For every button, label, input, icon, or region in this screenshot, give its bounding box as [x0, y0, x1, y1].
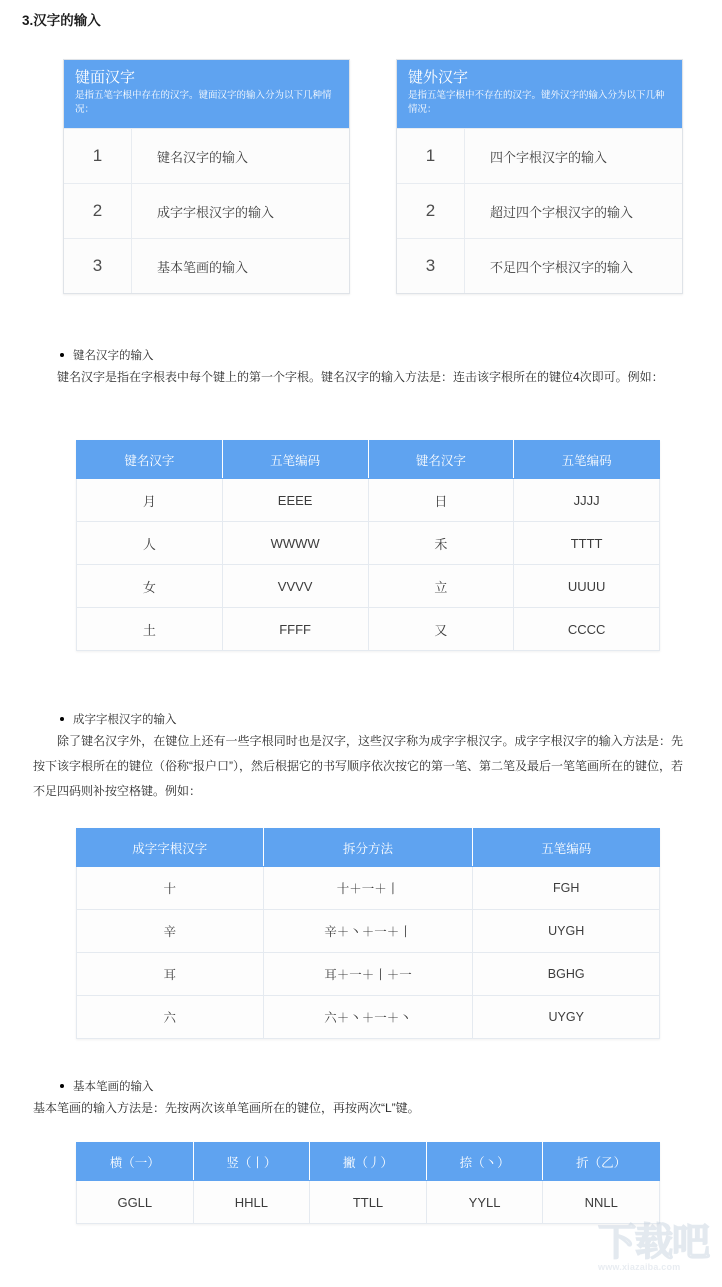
card-header	[397, 60, 682, 128]
table-cell: HHLL	[193, 1181, 310, 1224]
table-cell: TTLL	[310, 1181, 427, 1224]
card-list-item	[397, 183, 682, 238]
table-header-cell: 五笔编码	[514, 441, 660, 479]
table-cell: FGH	[473, 867, 660, 910]
table-row	[77, 910, 660, 953]
card-item-label: 四个字根汉字的输入	[490, 149, 608, 165]
table-cell: UYGY	[473, 996, 660, 1039]
table-cell: 女	[77, 565, 223, 608]
table-header-row	[77, 829, 660, 867]
table-cell: JJJJ	[514, 479, 660, 522]
bullet-item-key-name	[60, 347, 154, 363]
table-cell: 十	[77, 867, 264, 910]
table-cell: UYGH	[473, 910, 660, 953]
card-list-item	[64, 238, 349, 293]
bullet-dot-icon	[60, 353, 64, 357]
table-header-cell: 撇（丿）	[310, 1143, 427, 1181]
table-cell: EEEE	[222, 479, 368, 522]
table-cell: CCCC	[514, 608, 660, 651]
table-header-cell: 横（一）	[77, 1143, 194, 1181]
bullet-item-basic-stroke	[60, 1078, 154, 1094]
card-item-label: 不足四个字根汉字的输入	[490, 259, 634, 275]
table-cell: BGHG	[473, 953, 660, 996]
key-name-table	[76, 440, 660, 651]
watermark-url-text: www.xiazaiba.com	[598, 1262, 681, 1272]
bullet-label: 成字字根汉字的输入	[73, 714, 177, 726]
card-header	[64, 60, 349, 128]
table-cell: 人	[77, 522, 223, 565]
table-row	[77, 1181, 660, 1224]
table-cell: VVVV	[222, 565, 368, 608]
table-row	[77, 565, 660, 608]
info-card-key-surface	[63, 59, 350, 294]
card-item-number: 3	[64, 239, 132, 293]
table-row	[77, 522, 660, 565]
table-cell: 六＋丶＋一＋丶	[263, 996, 473, 1039]
table-cell: YYLL	[426, 1181, 543, 1224]
bullet-label: 键名汉字的输入	[73, 350, 154, 362]
basic-stroke-table	[76, 1142, 660, 1224]
table-header-row	[77, 441, 660, 479]
bullet-label: 基本笔画的输入	[73, 1081, 154, 1093]
table-cell: 六	[77, 996, 264, 1039]
table-row	[77, 953, 660, 996]
table-header-cell: 五笔编码	[222, 441, 368, 479]
bullet-item-char-radical	[60, 711, 177, 727]
table-cell: 月	[77, 479, 223, 522]
char-radical-table	[76, 828, 660, 1039]
table-row	[77, 608, 660, 651]
card-description: 是指五笔字根中不存在的汉字。键外汉字的输入分为以下几种情况：	[408, 90, 665, 115]
table-header-cell: 拆分方法	[263, 829, 473, 867]
table-cell: 日	[368, 479, 514, 522]
table-cell: NNLL	[543, 1181, 660, 1224]
card-list-item	[397, 128, 682, 183]
table-header-cell: 五笔编码	[473, 829, 660, 867]
info-cards-container	[63, 59, 683, 294]
site-watermark	[598, 1221, 716, 1285]
info-card-key-external	[396, 59, 683, 294]
table-header-row	[77, 1143, 660, 1181]
card-item-number: 2	[64, 184, 132, 238]
table-row	[77, 996, 660, 1039]
card-list-item	[64, 128, 349, 183]
paragraph-char-radical: 除了键名汉字外，在键位上还有一些字根同时也是汉字，这些汉字称为成字字根汉字。成字字根汉字的输入方法是：先按下该字根所在的键位（俗称“报户口”），然后根据它的书写顺序依次按它的第一笔、第二笔及最后一笔笔画所在的键位，若不足四码则补按空格键。例如：	[33, 734, 683, 798]
card-item-number: 3	[397, 239, 465, 293]
table-cell: 禾	[368, 522, 514, 565]
card-title: 键面汉字	[75, 69, 136, 86]
table-cell: 立	[368, 565, 514, 608]
card-list-item	[397, 238, 682, 293]
table-cell: FFFF	[222, 608, 368, 651]
table-cell: 辛	[77, 910, 264, 953]
watermark-logo-text: 下载吧	[598, 1222, 710, 1264]
table-cell: GGLL	[77, 1181, 194, 1224]
bullet-dot-icon	[60, 717, 64, 721]
table-cell: 又	[368, 608, 514, 651]
paragraph-key-name: 键名汉字是指在字根表中每个键上的第一个字根。键名汉字的输入方法是：连击该字根所在的键位4次即可。例如：	[57, 370, 664, 384]
card-item-number: 1	[64, 129, 132, 183]
table-row	[77, 867, 660, 910]
table-header-cell: 键名汉字	[77, 441, 223, 479]
card-item-label: 基本笔画的输入	[157, 259, 249, 275]
table-header-cell: 键名汉字	[368, 441, 514, 479]
table-row	[77, 479, 660, 522]
card-item-number: 2	[397, 184, 465, 238]
table-cell: 耳＋一＋丨＋一	[263, 953, 473, 996]
card-item-label: 成字字根汉字的输入	[157, 204, 275, 220]
table-header-cell: 折（乙）	[543, 1143, 660, 1181]
card-item-label: 键名汉字的输入	[157, 149, 249, 165]
table-cell: 辛＋丶＋一＋丨	[263, 910, 473, 953]
table-header-cell: 竖（丨）	[193, 1143, 310, 1181]
table-cell: 耳	[77, 953, 264, 996]
table-cell: 十＋一＋丨	[263, 867, 473, 910]
card-description: 是指五笔字根中存在的汉字。键面汉字的输入分为以下几种情况：	[75, 90, 332, 115]
table-cell: 土	[77, 608, 223, 651]
table-cell: WWWW	[222, 522, 368, 565]
table-cell: UUUU	[514, 565, 660, 608]
table-header-cell: 捺（丶）	[426, 1143, 543, 1181]
card-title: 键外汉字	[408, 69, 469, 86]
card-item-label: 超过四个字根汉字的输入	[490, 204, 634, 220]
card-list-item	[64, 183, 349, 238]
table-cell: TTTT	[514, 522, 660, 565]
card-item-number: 1	[397, 129, 465, 183]
bullet-dot-icon	[60, 1084, 64, 1088]
paragraph-basic-stroke: 基本笔画的输入方法是：先按两次该单笔画所在的键位，再按两次“L”键。	[33, 1101, 420, 1115]
table-header-cell: 成字字根汉字	[77, 829, 264, 867]
page-title: 3.汉字的输入	[22, 13, 101, 28]
